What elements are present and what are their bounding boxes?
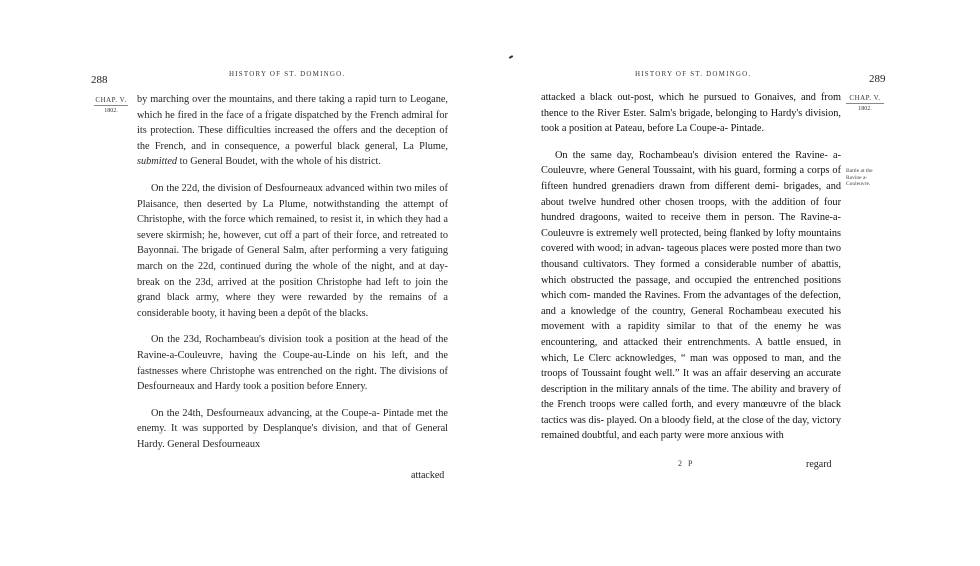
left-margin-year: 1802. xyxy=(94,105,128,115)
right-margin-chapter: CHAP. V. xyxy=(849,94,881,102)
right-margin-note xyxy=(846,94,884,113)
right-text-line: the time. The ability and bravery of the French troops were xyxy=(541,383,842,411)
right-text-line: the addition of four hundred dragoons, waited to receive them xyxy=(541,196,841,224)
right-text-line: attacked a black out-post, which he pursued to Gonaives, and xyxy=(541,92,816,103)
left-text-line: General Boudet, with the whole of his district. xyxy=(190,156,381,168)
right-text-line: in person. The Ravine-a-Couleuvre is extremely well protected, xyxy=(541,212,841,239)
right-text-line: from thence to the River Ester. Salm's brigade, belonging to xyxy=(541,92,841,119)
left-paragraph xyxy=(137,181,448,321)
left-paragraph xyxy=(137,406,448,453)
right-text-line: and a knowledge of the country, General Rochambeau executed xyxy=(541,305,824,317)
right-text-line: a-Couleuvre, where General Toussaint, with his guard, forming xyxy=(541,149,841,177)
left-text-line: resist it, in which they had a severe skirmish; he, however, cut xyxy=(137,214,448,241)
right-text-line: played. On a bloody field, at the close of the day, victory xyxy=(606,414,841,426)
left-text-line: consequence, a powerful black general, La Plume, submitted to xyxy=(137,140,449,168)
left-running-head: HISTORY OF ST. DOMINGO. xyxy=(229,70,346,78)
right-text-line: tageous places were posted more than two thousand cultivators. xyxy=(541,243,841,270)
right-text-line: deserving an accurate description in the military annals of xyxy=(541,368,841,395)
right-text-line: ensued, in which, Le Clerc acknowledges, “ man was opposed to xyxy=(541,336,841,364)
left-text-line: miles of Plaisance, then deserted by La Plume, notwithstanding xyxy=(137,182,448,210)
left-page-number: 288 xyxy=(91,74,108,86)
left-page-text xyxy=(137,92,448,463)
signature-mark: 2 P xyxy=(678,459,695,468)
left-text-line: grand black army, where they were rewarded by the remains of xyxy=(137,292,437,304)
left-text-line: a considerable booty, it having been a depôt of the blacks. xyxy=(137,292,448,319)
left-paragraph xyxy=(137,92,448,170)
right-text-line: man, and the troops of Toussaint fought well.” It was an affair xyxy=(541,352,841,380)
left-text-line: On the 24th, Desfourneaux advancing, at the Coupe-a- xyxy=(151,407,380,419)
left-margin-chapter: CHAP. V. xyxy=(95,96,127,104)
left-text-line: to Leogane, which he fired in the face of a frigate dispatched xyxy=(137,94,448,121)
right-text-line: On the same day, Rochambeau's division entered the Ravine- xyxy=(555,149,828,161)
left-text-line: position before Ennery. xyxy=(271,381,368,393)
right-text-line: manded the Ravines. From the advantages of the defection, xyxy=(593,290,841,302)
left-text-line: on the 23d, arrived at the position Christophe had left to join the xyxy=(164,276,448,288)
right-text-line: They formed a considerable number of abattis, which obstructed xyxy=(541,258,841,286)
left-text-line: by the French admiral for its protection. These difficulties xyxy=(137,109,448,137)
left-text-line: head of the Ravine-a-Couleuvre, having the Coupe-au-Linde on xyxy=(137,334,448,361)
left-text-line: increased the offers and the deception of the French, and in xyxy=(137,125,448,152)
right-page-number: 289 xyxy=(869,73,886,85)
left-catchword: attacked xyxy=(411,470,445,481)
left-text-line: On the 22d, the division of Desfourneaux advanced within two xyxy=(151,182,412,194)
right-text-line: the passage, and occupied the entrenched positions which com- xyxy=(541,274,841,302)
left-text-line: the right. The divisions of Desfourneaux and Hardy took a xyxy=(137,365,448,393)
right-text-line: brigades, and about twelve hundred other chosen troops, with xyxy=(541,180,841,208)
right-paragraph xyxy=(541,148,841,444)
left-text-line: the attempt of Christophe, with the force which remained, to xyxy=(137,198,449,226)
right-paragraph xyxy=(541,90,841,137)
left-margin-note xyxy=(94,96,128,115)
right-text-line: was encountering, and attacked their entrenchments. A battle xyxy=(541,321,841,348)
right-text-line: remained doubtful, and each party were more anxious with xyxy=(541,430,784,442)
right-page-text xyxy=(541,90,841,455)
right-margin-year: 1802. xyxy=(846,103,884,113)
right-catchword: regard xyxy=(806,459,832,470)
left-text-line: of General Salm, after performing a very fatiguing march on the xyxy=(137,245,448,272)
ink-speck xyxy=(509,55,513,59)
right-text-line: Pintade. xyxy=(730,123,765,135)
left-text-line: Pintade met the enemy. It was supported by Desplanque's xyxy=(137,407,448,435)
right-text-line: a corps of fifteen hundred grenadiers drawn from different demi- xyxy=(541,165,842,192)
left-text-line: division, and that of General Hardy. General Desfourneaux xyxy=(137,423,449,450)
right-text-line: Hardy's division, took a position at Pateau, before La Coupe-a- xyxy=(541,107,842,135)
right-text-line: being flanked by lofty mountains covered with wood; in advan- xyxy=(541,227,841,255)
left-text-line: 22d, continued during the whole of the night, and at day-break xyxy=(137,260,448,288)
left-text-line: off a part of their force, and retreated to Bayonnai. The brigade xyxy=(137,229,448,257)
right-running-head: HISTORY OF ST. DOMINGO. xyxy=(635,70,752,78)
left-text-line: his left, and the fastnesses where Christophe was entrenched on xyxy=(137,349,449,377)
left-paragraph xyxy=(137,332,448,394)
right-text-line: called forth, and every manœuvre of the black tactics was dis- xyxy=(541,399,841,426)
right-text-line: his movement with a rapidity similar to that of the enemy he xyxy=(541,305,841,333)
right-side-note: Battle at the Ravine a-Couleuvre. xyxy=(846,168,873,187)
left-text-line: by marching over the mountains, and there taking a rapid turn xyxy=(137,94,396,105)
left-text-line: On the 23d, Rochambeau's division took a position at the xyxy=(151,334,397,346)
